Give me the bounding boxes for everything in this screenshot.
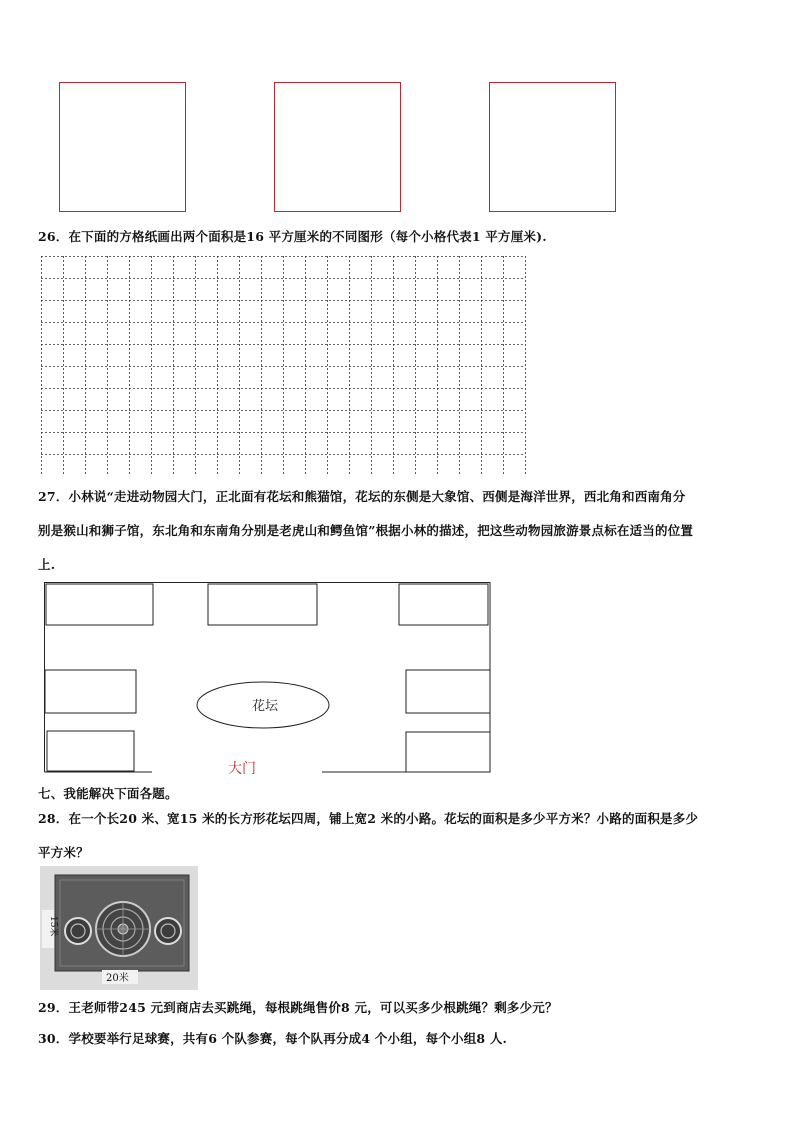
height-label: 15米 (48, 916, 58, 937)
gate-label: 大门 (228, 761, 256, 774)
question-26 (38, 220, 760, 254)
question-line: 上. (38, 557, 56, 572)
question-text: 学校要举行足球赛，共有6 个队参赛，每个队再分成4 个小组，每个小组8 人. (68, 1031, 508, 1046)
question-number: 27． (38, 489, 69, 504)
question-text: 小林说“走进动物园大门，正北面有花坛和熊猫馆，花坛的东侧是大象馆、西侧是海洋世界，西北角和西南角分 (68, 489, 686, 504)
answer-box-2 (274, 82, 401, 212)
round-bed-left (65, 918, 91, 944)
section-heading: 七、我能解决下面各题。 (38, 786, 178, 801)
question-30 (38, 1022, 760, 1056)
placement-box-northeast (399, 584, 488, 625)
answer-box-3 (489, 82, 616, 212)
placement-box-southwest (47, 731, 134, 771)
question-27 (38, 480, 760, 582)
placement-box-northwest (46, 584, 153, 625)
question-number: 29． (38, 1000, 69, 1015)
question-line (38, 480, 760, 514)
answer-box-1 (59, 82, 186, 212)
question-text: 王老师带245 元到商店去买跳绳，每根跳绳售价8 元，可以买多少根跳绳？剩多少元？ (68, 1000, 558, 1015)
flowerbed-label: 花坛 (252, 699, 279, 714)
flowerbed-photo (40, 866, 198, 990)
placement-box-southeast (406, 732, 490, 772)
placement-box-east (406, 670, 490, 713)
question-text: 在一个长20 米、宽15 米的长方形花坛四周，铺上宽2 米的小路。花坛的面积是多少平方米？小路的面积是多少 (68, 811, 699, 826)
question-line: 别是猴山和狮子馆，东北角和东南角分别是老虎山和鳄鱼馆”根据小林的描述，把这些动物园旅游景点标在适当的位置 (38, 523, 694, 538)
grid-paper[interactable] (41, 256, 526, 476)
question-number: 26． (38, 229, 69, 244)
question-number: 28． (38, 811, 69, 826)
placement-box-north (208, 584, 317, 625)
question-number: 30． (38, 1031, 69, 1046)
question-28 (38, 802, 760, 870)
zoo-map (44, 582, 492, 774)
round-bed-right (155, 918, 181, 944)
question-29 (38, 991, 760, 1025)
question-text: 在下面的方格纸画出两个面积是16 平方厘米的不同图形（每个小格代表1 平方厘米). (68, 229, 547, 244)
placement-box-west (45, 670, 136, 713)
question-line (38, 802, 760, 836)
question-line: 平方米？ (38, 845, 89, 860)
width-label: 20米 (106, 973, 129, 984)
